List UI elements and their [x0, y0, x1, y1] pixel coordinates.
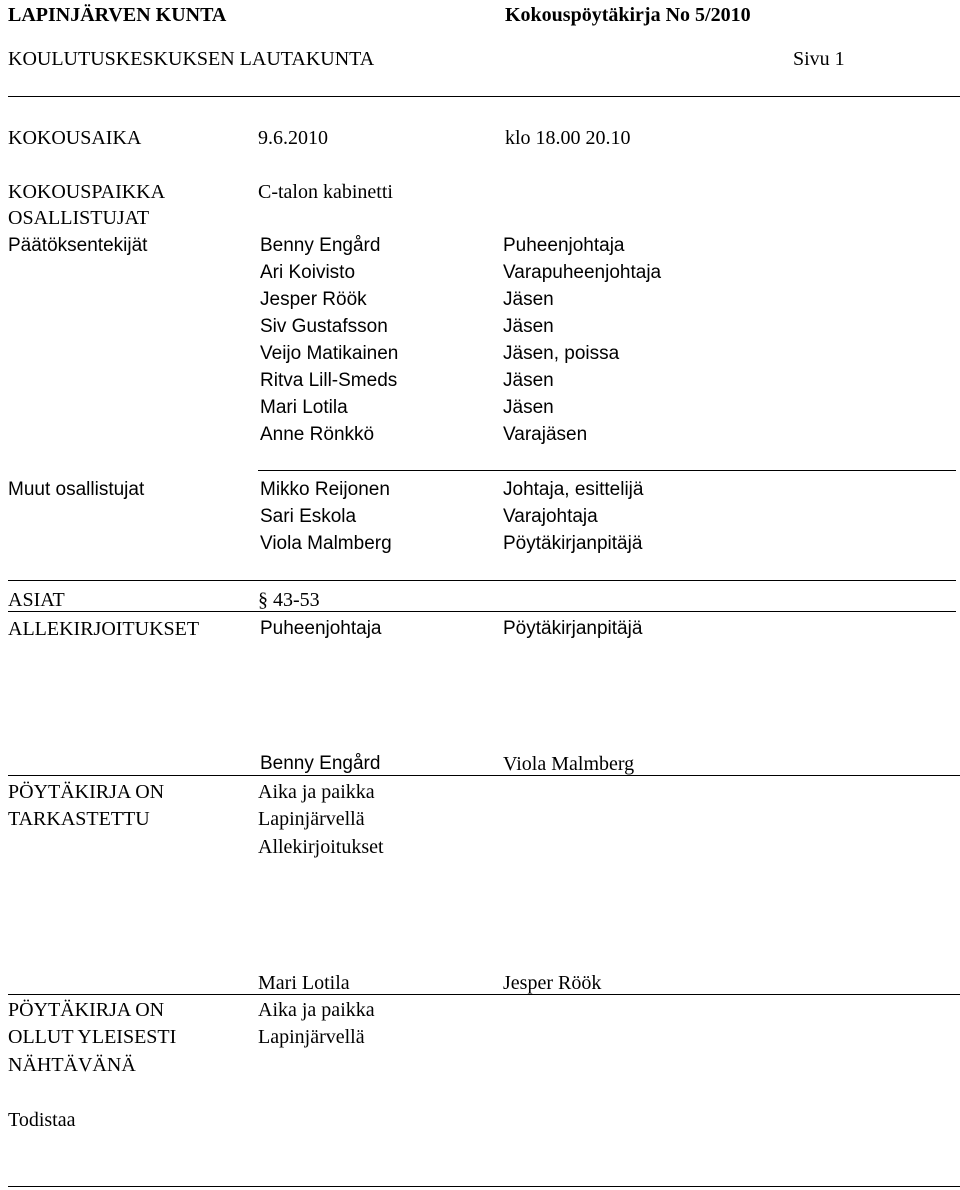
chair-name: Benny Engård: [260, 753, 381, 774]
meeting-place: C-talon kabinetti: [258, 181, 393, 203]
page-number: Sivu 1: [793, 48, 845, 70]
member-role: Puheenjohtaja: [503, 235, 625, 256]
public-label-line3: NÄHTÄVÄNÄ: [8, 1054, 136, 1076]
header-divider: [8, 96, 960, 97]
member-role: Jäsen, poissa: [503, 343, 620, 364]
public-label-line1: PÖYTÄKIRJA ON: [8, 999, 165, 1021]
public-location: Lapinjärvellä: [258, 1026, 365, 1048]
participant-name: Sari Eskola: [260, 506, 357, 527]
checker-name: Mari Lotila: [258, 972, 350, 994]
meeting-place-label: KOKOUSPAIKKA: [8, 181, 166, 203]
member-name: Siv Gustafsson: [260, 316, 388, 337]
municipality-name: LAPINJÄRVEN KUNTA: [8, 4, 227, 26]
committee-name: KOULUTUSKESKUKSEN LAUTAKUNTA: [8, 48, 375, 70]
section-divider: [258, 470, 956, 471]
checked-label-line1: PÖYTÄKIRJA ON: [8, 781, 165, 803]
meeting-date: 9.6.2010: [258, 127, 328, 149]
participant-name: Mikko Reijonen: [260, 479, 390, 500]
footer-divider: [8, 1186, 960, 1187]
member-role: Varapuheenjohtaja: [503, 262, 662, 283]
member-name: Benny Engård: [260, 235, 381, 256]
section-divider: [8, 611, 956, 612]
participant-role: Pöytäkirjanpitäjä: [503, 533, 643, 554]
checked-location: Lapinjärvellä: [258, 808, 365, 830]
section-divider: [8, 775, 960, 776]
secretary-name: Viola Malmberg: [503, 753, 635, 775]
checked-label-line2: TARKASTETTU: [8, 808, 150, 830]
checker-name: Jesper Röök: [503, 972, 602, 994]
member-name: Ari Koivisto: [260, 262, 356, 283]
member-role: Jäsen: [503, 289, 554, 310]
member-name: Anne Rönkkö: [260, 424, 375, 445]
checked-signatures: Allekirjoitukset: [258, 836, 384, 858]
participant-role: Varajohtaja: [503, 506, 598, 527]
member-name: Veijo Matikainen: [260, 343, 399, 364]
member-name: Mari Lotila: [260, 397, 348, 418]
certify-label: Todistaa: [8, 1109, 76, 1131]
minutes-title: Kokouspöytäkirja No 5/2010: [505, 4, 751, 26]
member-name: Jesper Röök: [260, 289, 367, 310]
meeting-time-label: KOKOUSAIKA: [8, 127, 142, 149]
matters-value: § 43-53: [258, 589, 320, 611]
checked-time-place: Aika ja paikka: [258, 781, 375, 803]
participant-role: Johtaja, esittelijä: [503, 479, 644, 500]
member-role: Jäsen: [503, 397, 554, 418]
public-time-place: Aika ja paikka: [258, 999, 375, 1021]
meeting-time: klo 18.00 20.10: [505, 127, 631, 149]
member-role: Varajäsen: [503, 424, 588, 445]
section-divider: [8, 994, 960, 995]
chair-title: Puheenjohtaja: [260, 618, 382, 639]
other-participants-label: Muut osallistujat: [8, 479, 145, 500]
member-name: Ritva Lill-Smeds: [260, 370, 398, 391]
participant-name: Viola Malmberg: [260, 533, 392, 554]
secretary-title: Pöytäkirjanpitäjä: [503, 618, 643, 639]
matters-label: ASIAT: [8, 589, 65, 611]
participants-label: OSALLISTUJAT: [8, 207, 150, 229]
section-divider: [8, 580, 956, 581]
signatures-label: ALLEKIRJOITUKSET: [8, 618, 200, 640]
decision-makers-label: Päätöksentekijät: [8, 235, 148, 256]
public-label-line2: OLLUT YLEISESTI: [8, 1026, 177, 1048]
member-role: Jäsen: [503, 316, 554, 337]
member-role: Jäsen: [503, 370, 554, 391]
